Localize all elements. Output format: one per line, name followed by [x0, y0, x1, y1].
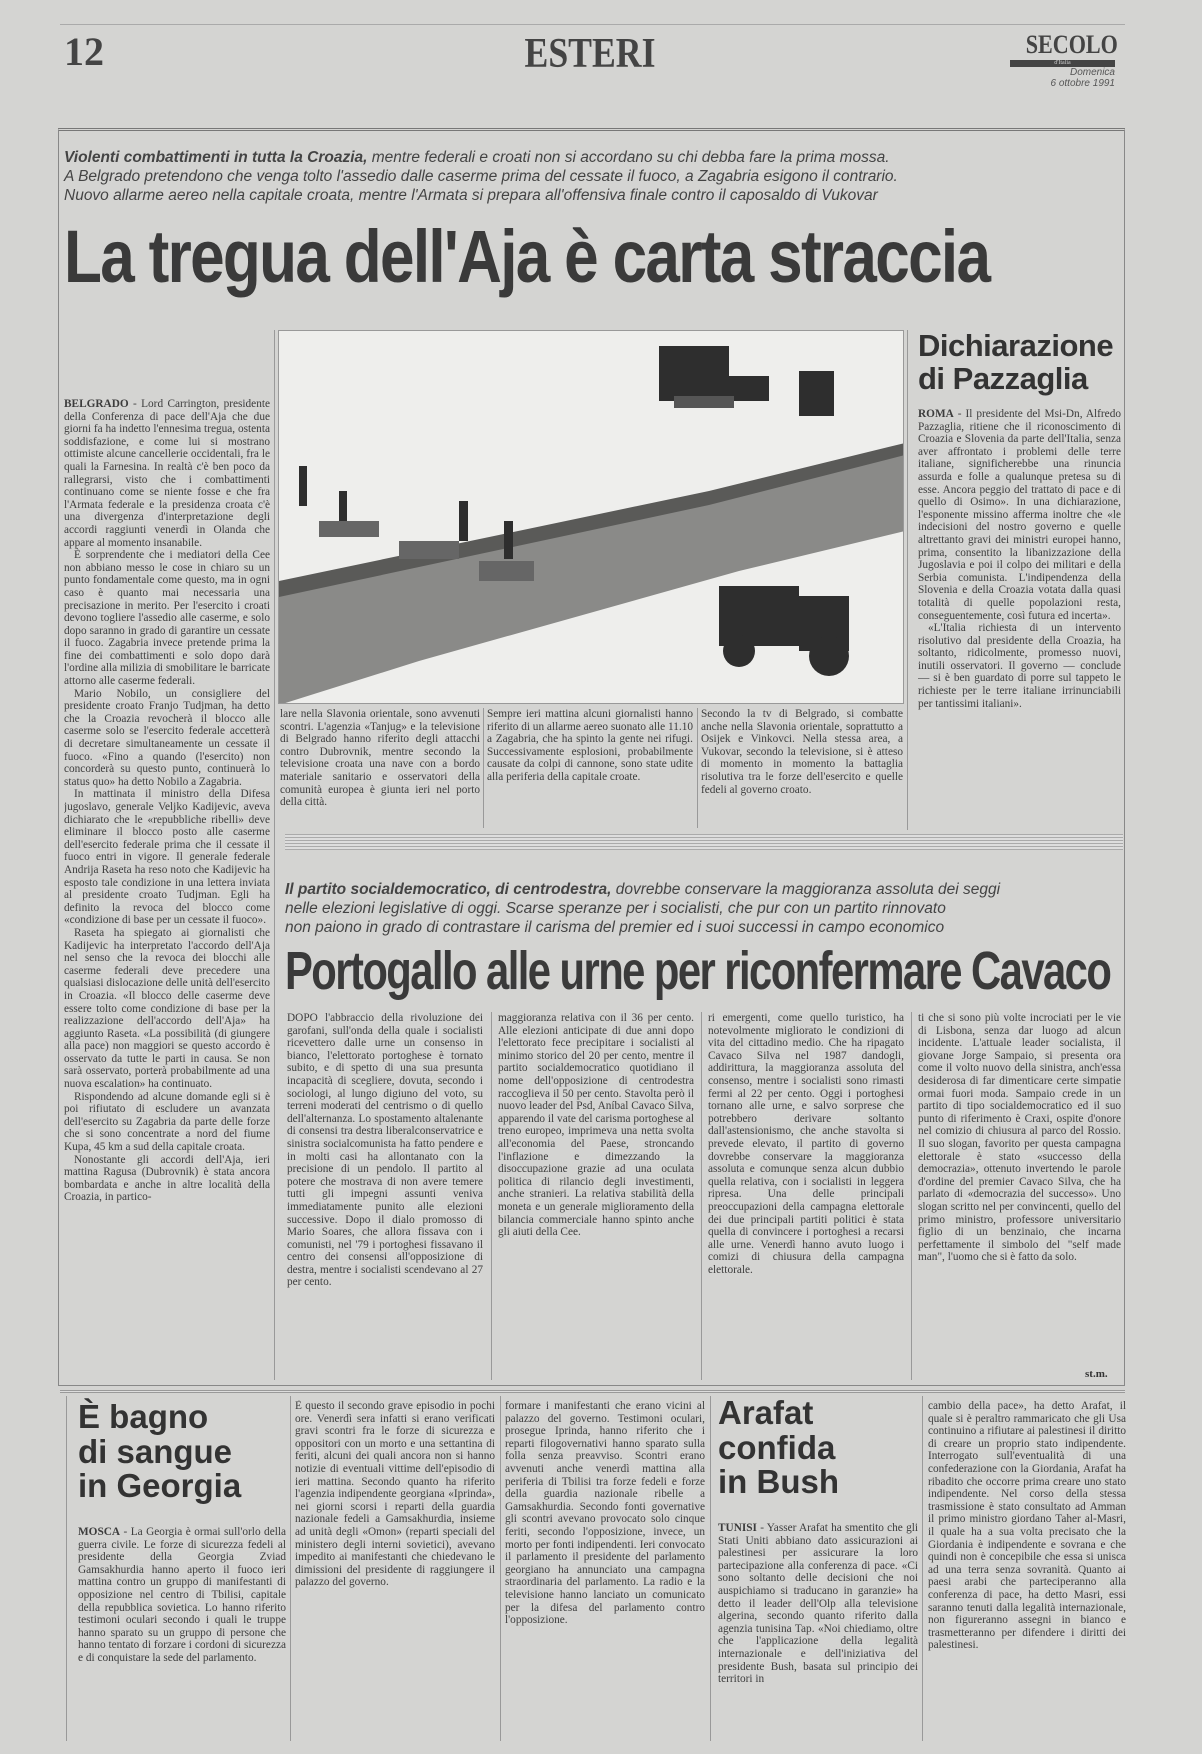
lead-paragraph: È sorprendente che i mediatori della Cee non abbiano messo le cose in chiaro su un punto fondamentale come questo, ma in ogni caso è quanto mai necessaria una precisazione in merito. Per l'esercito i croati devono togliere l'assedio alle caserme, e solo dopo saranno in grado di garantire un cessate il fuoco. Zagabria invece pretende prima la fine dei combattimenti e solo dopo darà l'ordine alla milizia di smobilitare le barricate attorno alle caserme federali.: [64, 549, 270, 688]
portugal-kicker: [285, 880, 1123, 937]
column-divider: [500, 1396, 501, 1741]
sidebar-paragraph: - Il presidente del Msi-Dn, Alfredo Pazzaglia, ritiene che il riconoscimento di Croazia e Slovenia da parte dell'Italia, senza aver affrontato i problemi delle terre italiane, significherebbe una rinuncia assurda e folle a qualunque pretesa su di esse. Ancora peggio del trattato di pace e di quello di Osimo». In una dichiarazione, l'esponente missino afferma inoltre che «le indecisioni del nostro governo e quelle altrettanto gravi dei ministri europei hanno, prima, consentito la libanizzazione della Jugoslavia e poi il colpo dei militari e della Serbia comunista. L'indipendenza della Slovenia e della Croazia votata dalla quasi totalità di quelle popolazioni resta, conseguentemente, così futura ed incerta».: [918, 408, 1121, 622]
arafat-paragraph: - Yasser Arafat ha smentito che gli Stati Uniti abbiano dato assicurazioni ai palestinesi per assicurare la loro partecipazione alla conferenza di pace. «Ci sono soltanto delle decisioni che noi auspichiamo si traducano in garanzie» ha detto il leader dell'Olp alla televisione algerina, secondo quanto riferito dalla agenzia tunisina Tap. «Noi chiediamo, oltre che l'applicazione della legalità internazionale e dell'iniziativa del presidente Bush, basata sul principio dei territori in: [718, 1522, 918, 1686]
portugal-headline: Portogallo alle urne per riconfermare Cavaco: [285, 941, 1111, 1001]
sidebar-headline: [918, 330, 1113, 395]
sidebar-column: [918, 408, 1121, 828]
sidebar-headline-line: Dichiarazione: [918, 328, 1114, 363]
column-divider: [922, 1396, 923, 1741]
lead-kicker-bold: Violenti combattimenti in tutta la Croazia,: [64, 149, 368, 166]
portugal-kicker-line3: non paiono in grado di contrastare il carisma del premier ed i suoi successi in campo economico: [285, 919, 945, 936]
arafat-headline-line: in Bush: [718, 1463, 839, 1501]
lead-headline: La tregua dell'Aja è carta straccia: [64, 215, 990, 298]
lead-continuation-column: [701, 708, 903, 828]
lead-continuation-paragraph: Secondo la tv di Belgrado, si combatte anche nella Slavonia orientale, soprattutto a Osijek e Vinkovci. Nella stessa area, a Vukovar, secondo la televisione, si è atteso di momento in momento la battaglia risolutiva tra le forze dell'esercito e quelle fedeli al governo croato.: [701, 708, 903, 796]
column-divider: [697, 708, 698, 828]
column-divider: [911, 1012, 912, 1380]
lead-kicker: [64, 148, 1124, 205]
arafat-headline-line: confida: [718, 1428, 836, 1466]
page-number: 12: [64, 29, 104, 74]
column-divider: [710, 1396, 711, 1741]
arafat-headline-line: Arafat: [718, 1394, 814, 1431]
portugal-paragraph: DOPO l'abbraccio della rivoluzione dei garofani, sull'onda della quale i socialisti ricevettero dalle urne un consenso in bianco, l'elettorato portoghese è tornato subito, e di spetto di una sua presunta incapacità di scegliere, dovuta, secondo i sociologi, al lungo digiuno del voto, su terreni moderati del centrismo o di quello dell'alternanza. Lo spostamento altalenante di consensi tra destra liberalconservatrice e sinistra socialcomunista ha fatto pendere e in molti casi ha allontanato con la precisione di un pendolo. Il partito al potere che mostrava di non avere temere tutti gli impegni assunti veniva immediatamente punito alle elezioni successive. Dopo il dialo promosso di Mario Soares, che allora fissava con i comunisti, nel '79 i portoghesi fissavano il centro dei consensi all'opposizione di destra, mentre i socialisti scendevano al 27 per cento.: [287, 1012, 483, 1289]
portugal-kicker-rest: dovrebbe conservare la maggioranza assoluta dei seggi: [611, 881, 1001, 898]
lead-paragraph: Raseta ha spiegato ai giornalisti che Kadijevic ha interpretato l'accordo dell'Aja nel senso che la revoca dei blocchi alle caserme federali deve precedere una qualsiasi dislocazione delle unità dell'esercito in Croazia. «Il blocco delle caserme deve essere tolto come condizione di base per la realizzazione dell'accordo dell'Aja» ha aggiunto Raseta. «La possibilità (di giungere alla pace) non maggiori se questo accordo è osservato da tutte le parti in causa. Se non sarà osservato, porterà probabilmente ad una nuova escalation» ha continuato.: [64, 926, 270, 1091]
column-divider: [491, 1012, 492, 1380]
lead-paragraph: Nonostante gli accordi dell'Aja, ieri mattina Ragusa (Dubrovnik) è stata ancora bombardata e anche in altre località della Croazia, in partico-: [64, 1153, 270, 1204]
lead-continuation-column: [487, 708, 693, 828]
column-divider: [483, 708, 484, 828]
column-divider: [274, 330, 275, 1380]
section-title: ESTERI: [524, 31, 656, 77]
portugal-column: [918, 1012, 1121, 1364]
portugal-paragraph: ti che si sono più volte incrociati per le vie di Lisbona, senza dar luogo ad alcun incidente. L'attuale leader socialista, il giovane Jorge Sampaio, si presenta ora come il volto nuovo della sinistra, anch'essa desiderosa di far dimenticare certe simpatie ormai fuori moda. Sampaio crede in un partito di tipo socialdemocratico ed il suo punto di riferimento è Craxi, ospite d'onore nel comizio di chiusura al parco del Rossio. Il suo slogan, favorito per questa campagna elettorale è stato «successo della democrazia», ottenuto invertendo le parole d'ordine del premier Cavaco Silva, che ha parlato di «democrazia del successo». Uno slogan scritto nel per convincenti, quello del primo ministro, professore universitario figlio di un benzinaio, che incarna perfettamente il simbolo del "self made man", l'uomo che si è fatto da solo.: [918, 1012, 1121, 1264]
lead-dateline: BELGRADO: [64, 398, 129, 410]
sidebar-dateline: ROMA: [918, 408, 954, 420]
georgia-paragraph: - La Georgia è ormai sull'orlo della guerra civile. Le forze di sicurezza fedeli al presidente della Georgia Zviad Gamsakhurdia hanno aperto il fuoco ieri mattina contro un gruppo di manifestanti di opposizione nel centro di Tbilisi, capitale della repubblica sovietica. Lo hanno riferito testimoni oculari secondo i quali le truppe hanno sparato su un gruppo di persone che hanno tentato di forzare i cordoni di sicurezza e di conquistare la sede del parlamento.: [78, 1526, 286, 1664]
arafat-paragraph: cambio della pace», ha detto Arafat, il quale si è peraltro rammaricato che gli Usa continuino a rifiutare ai palestinesi il diritto di creare un proprio stato indipendente. Interrogato sull'eventualità di una confederazione con la Giordania, Arafat ha ribadito che occorre prima creare uno stato indipendente. Nel corso della stessa trasmissione è stato consultato ad Amman il primo ministro giordano Taher al-Masri, il quale ha a sua volta precisato che la Giordania è indipendente e sovrana e che quindi non è concepibile che essa si unisca ad una terra senza sovranità. Quanto ai paesi arabi che parteciperanno alla conferenza di pace, ha detto Masri, essi saranno tenuti dalla legalità internazionale, non figureranno assegni in bianco e trasmetteranno per difendere i diritti dei palestinesi.: [928, 1400, 1126, 1652]
column-divider: [290, 1396, 291, 1741]
arafat-headline: [718, 1396, 839, 1500]
georgia-paragraph: È questo il secondo grave episodio in pochi ore. Venerdì sera infatti si erano verificati gravi scontri fra le forze di sicurezza e oppositori con un morto e una settantina di feriti, alcuni dei quali ancora non si hanno notizie di eventuali vittime dell'episodio di ieri mattina. Secondo quanto ha riferito l'agenzia indipendente georgiana «Iprinda», nei giorni scorsi i reparti della guardia nazionale fedeli a Gamsakhurdia, insieme ad unità degli «Omon» (reparti speciali del ministero degli interni sovietici), avevano impedito ai manifestanti che chiedevano le dimissioni del presidente di raggiungere il palazzo del governo.: [295, 1400, 495, 1589]
top-rule: [60, 24, 1125, 25]
georgia-headline: [78, 1400, 241, 1504]
georgia-dateline: MOSCA: [78, 1526, 121, 1538]
sidebar-paragraph: «L'Italia richiesta di un intervento risolutivo dal presidente della Croazia, ha soltanto, ridicolmente, promesso nuovi, inutili osservatori. Il governo — conclude — si è ben guardato di porre sul tappeto le richieste per le terre italiane irrinunciabili per tantissimi italiani».: [918, 622, 1121, 710]
georgia-paragraph: formare i manifestanti che erano vicini al palazzo del governo. Testimoni oculari, prosegue Iprinda, hanno riferito che i reparti filogovernativi hanno sparato sulla folla senza preavviso. Scontri erano avvenuti anche venerdì mattina alla periferia di Tbilisi tra forze fedeli e forze della guardia nazionale ribelle a Gamsakhurdia. Secondo fonti governative gli scontri avevano provocato solo cinque feriti, secondo l'opposizione, invece, un morto per fonti indipendenti. Ieri convocato il parlamento il presidente del parlamento georgiano ha annunciato una campagna straordinaria del parlamento. La radio e la televisione hanno lanciato un comunicato per la difesa del parlamento contro l'opposizione.: [505, 1400, 705, 1627]
issue-date: 6 ottobre 1991: [1050, 78, 1115, 89]
paper-masthead: [1010, 30, 1118, 89]
portugal-signature: st.m.: [1085, 1368, 1108, 1380]
georgia-column: [295, 1400, 495, 1730]
column-divider: [701, 1012, 702, 1380]
bottom-rule: [60, 1390, 1125, 1393]
portugal-kicker-line2: nelle elezioni legislative di oggi. Scarse speranze per i socialisti, che pur con un partito rinnovato: [285, 900, 946, 917]
georgia-column: [505, 1400, 705, 1730]
column-divider: [907, 330, 908, 830]
portugal-column: [708, 1012, 904, 1380]
portugal-kicker-bold: Il partito socialdemocratico, di centrodestra,: [285, 881, 612, 898]
lead-paragraph: In mattinata il ministro della Difesa jugoslavo, generale Veljko Kadijevic, aveva dichiarato che le «repubbliche ribelli» deve eliminare il blocco posto alle caserme dell'esercito federale prima che il cessate il fuoco entri in vigore. Il generale federale Andrija Raseta ha reso noto che Kadijevic ha esposto tale condizione in una lettera inviata al presidente croato Tudjman. Egli ha definito la revoca del blocco come «condizione di base per un cessate il fuoco».: [64, 788, 270, 927]
lead-continuation-paragraph: lare nella Slavonia orientale, sono avvenuti scontri. L'agenzia «Tanjug» e la televisione di Belgrado hanno riferito degli attacchi contro Dubrovnik, mentre secondo la televisione croata una nave con a bordo materiale sanitario e osservatori della comunità europea è giunta ieri nel porto della città.: [280, 708, 480, 809]
lead-paragraph: - Lord Carrington, presidente della Conferenza di pace dell'Aja che due giorni fa ha indetto l'ennesima tregua, ostenta soddisfazione, e come lui si mostrano ottimiste alcune cancellerie occidentali, fra le quali la Farnesina. In realtà c'è ben poco da rallegrarsi, visto che i combattimenti continuano come se niente fosse e che fra l'Armata federale e la presidenza croata c'è una divergenza d'interpretazione degli accordi raggiunti venerdì in Olanda che appare al momento insanabile.: [64, 398, 270, 549]
portugal-column: [498, 1012, 694, 1380]
arafat-dateline: TUNISI: [718, 1522, 757, 1534]
photo-illustration: [279, 331, 904, 704]
portugal-paragraph: maggioranza relativa con il 36 per cento. Alle elezioni anticipate di due anni dopo l'elettorato fece precipitare i socialisti al minimo storico del 20 per cento, mentre il partito socialdemocratico quotidiano il nome dell'opposizione di centrodestra raccoglieva il 50 per cento. Stavolta però il nuovo leader del Psd, Aníbal Cavaco Silva, apparendo il vate del carisma portoghese al treno europeo, imprimeva una netta svolta all'economia del Paese, stroncando l'inflazione e dimezzando la disoccupazione grazie ad una oculata politica di rilancio degli investimenti, anche stranieri. La relativa stabilità della moneta e un generale miglioramento della bilancia commerciale hanno spinto anche gli aiuti della Cee.: [498, 1012, 694, 1239]
news-photo-pontoon-bridge: [278, 330, 904, 704]
georgia-column: [78, 1526, 286, 1731]
lead-kicker-line2: A Belgrado pretendono che venga tolto l'assedio dalle caserme prima del cessate il fuoco, a Zagabria esigono il contrario.: [64, 168, 898, 185]
portugal-column: [287, 1012, 483, 1380]
lead-kicker-rest: mentre federali e croati non si accordano su chi debba fare la prima mossa.: [367, 149, 890, 166]
lead-paragraph: Rispondendo ad alcune domande egli si è poi rifiutato di escludere un avanzata dell'esercito su Zagabria da parte delle forze che si sono concentrate a nord del fiume Kupa, 45 km a sud della capitale croata.: [64, 1090, 270, 1154]
paper-tagline: d'Italia: [1010, 60, 1115, 67]
georgia-headline-line: di sangue: [78, 1432, 233, 1470]
lead-story-column: [64, 398, 270, 1383]
section-divider-band: [285, 834, 1123, 850]
georgia-headline-line: in Georgia: [78, 1467, 242, 1505]
column-divider: [66, 1396, 67, 1741]
lead-continuation-paragraph: Sempre ieri mattina alcuni giornalisti hanno riferito di un allarme aereo suonato alle 11.10 a Zagabria, che ha spinto la gente nei rifugi. Successivamente esplosioni, probabilmente causate da colpi di cannone, sono state udite alla periferia della capitale croate.: [487, 708, 693, 783]
issue-day: Domenica: [1069, 67, 1115, 78]
arafat-column: [928, 1400, 1126, 1730]
paper-name: SECOLO: [1025, 30, 1118, 59]
georgia-headline-line: È bagno: [78, 1398, 209, 1435]
lead-kicker-line3: Nuovo allarme aereo nella capitale croata, mentre l'Armata si prepara all'offensiva finale contro il caposaldo di Vukovar: [64, 187, 878, 204]
portugal-paragraph: ri emergenti, come quello turistico, ha notevolmente migliorato le condizioni di vita del cittadino medio. Che ha ripagato Cavaco Silva nel 1987 dandogli, addirittura, la maggioranza assoluta del consenso, mentre i socialisti sono rimasti fermi al 22 per cento. Oggi i portoghesi tornano alle urne, e salvo sorprese che potrebbero derivare soltanto dall'astensionismo, che anche stavolta si prevede elevato, il partito di governo dovrebbe conservare la maggioranza assoluta e comunque senza alcun dubbio quella relativa, con i socialisti in leggera ripresa. Una delle principali preoccupazioni della campagna elettorale dei due principali partiti politici è stata quella di convincere i portoghesi a recarsi alle urne. Venerdì hanno avuto luogo i comizi di chiusura della campagna elettorale.: [708, 1012, 904, 1276]
lead-paragraph: Mario Nobilo, un consigliere del presidente croato Franjo Tudjman, ha detto che la Croazia revocherà il blocco alle caserme solo se l'esercito federale accetterà di decretare simultaneamente un cessate il fuoco. «Fino a quando (l'esercito) non concorderà su questo punto, continuerà lo status quo» ha detto Nobilo a Zagabria.: [64, 687, 270, 788]
arafat-column: [718, 1522, 918, 1732]
sidebar-headline-line: di Pazzaglia: [918, 360, 1088, 396]
lead-continuation-column: [280, 708, 480, 828]
